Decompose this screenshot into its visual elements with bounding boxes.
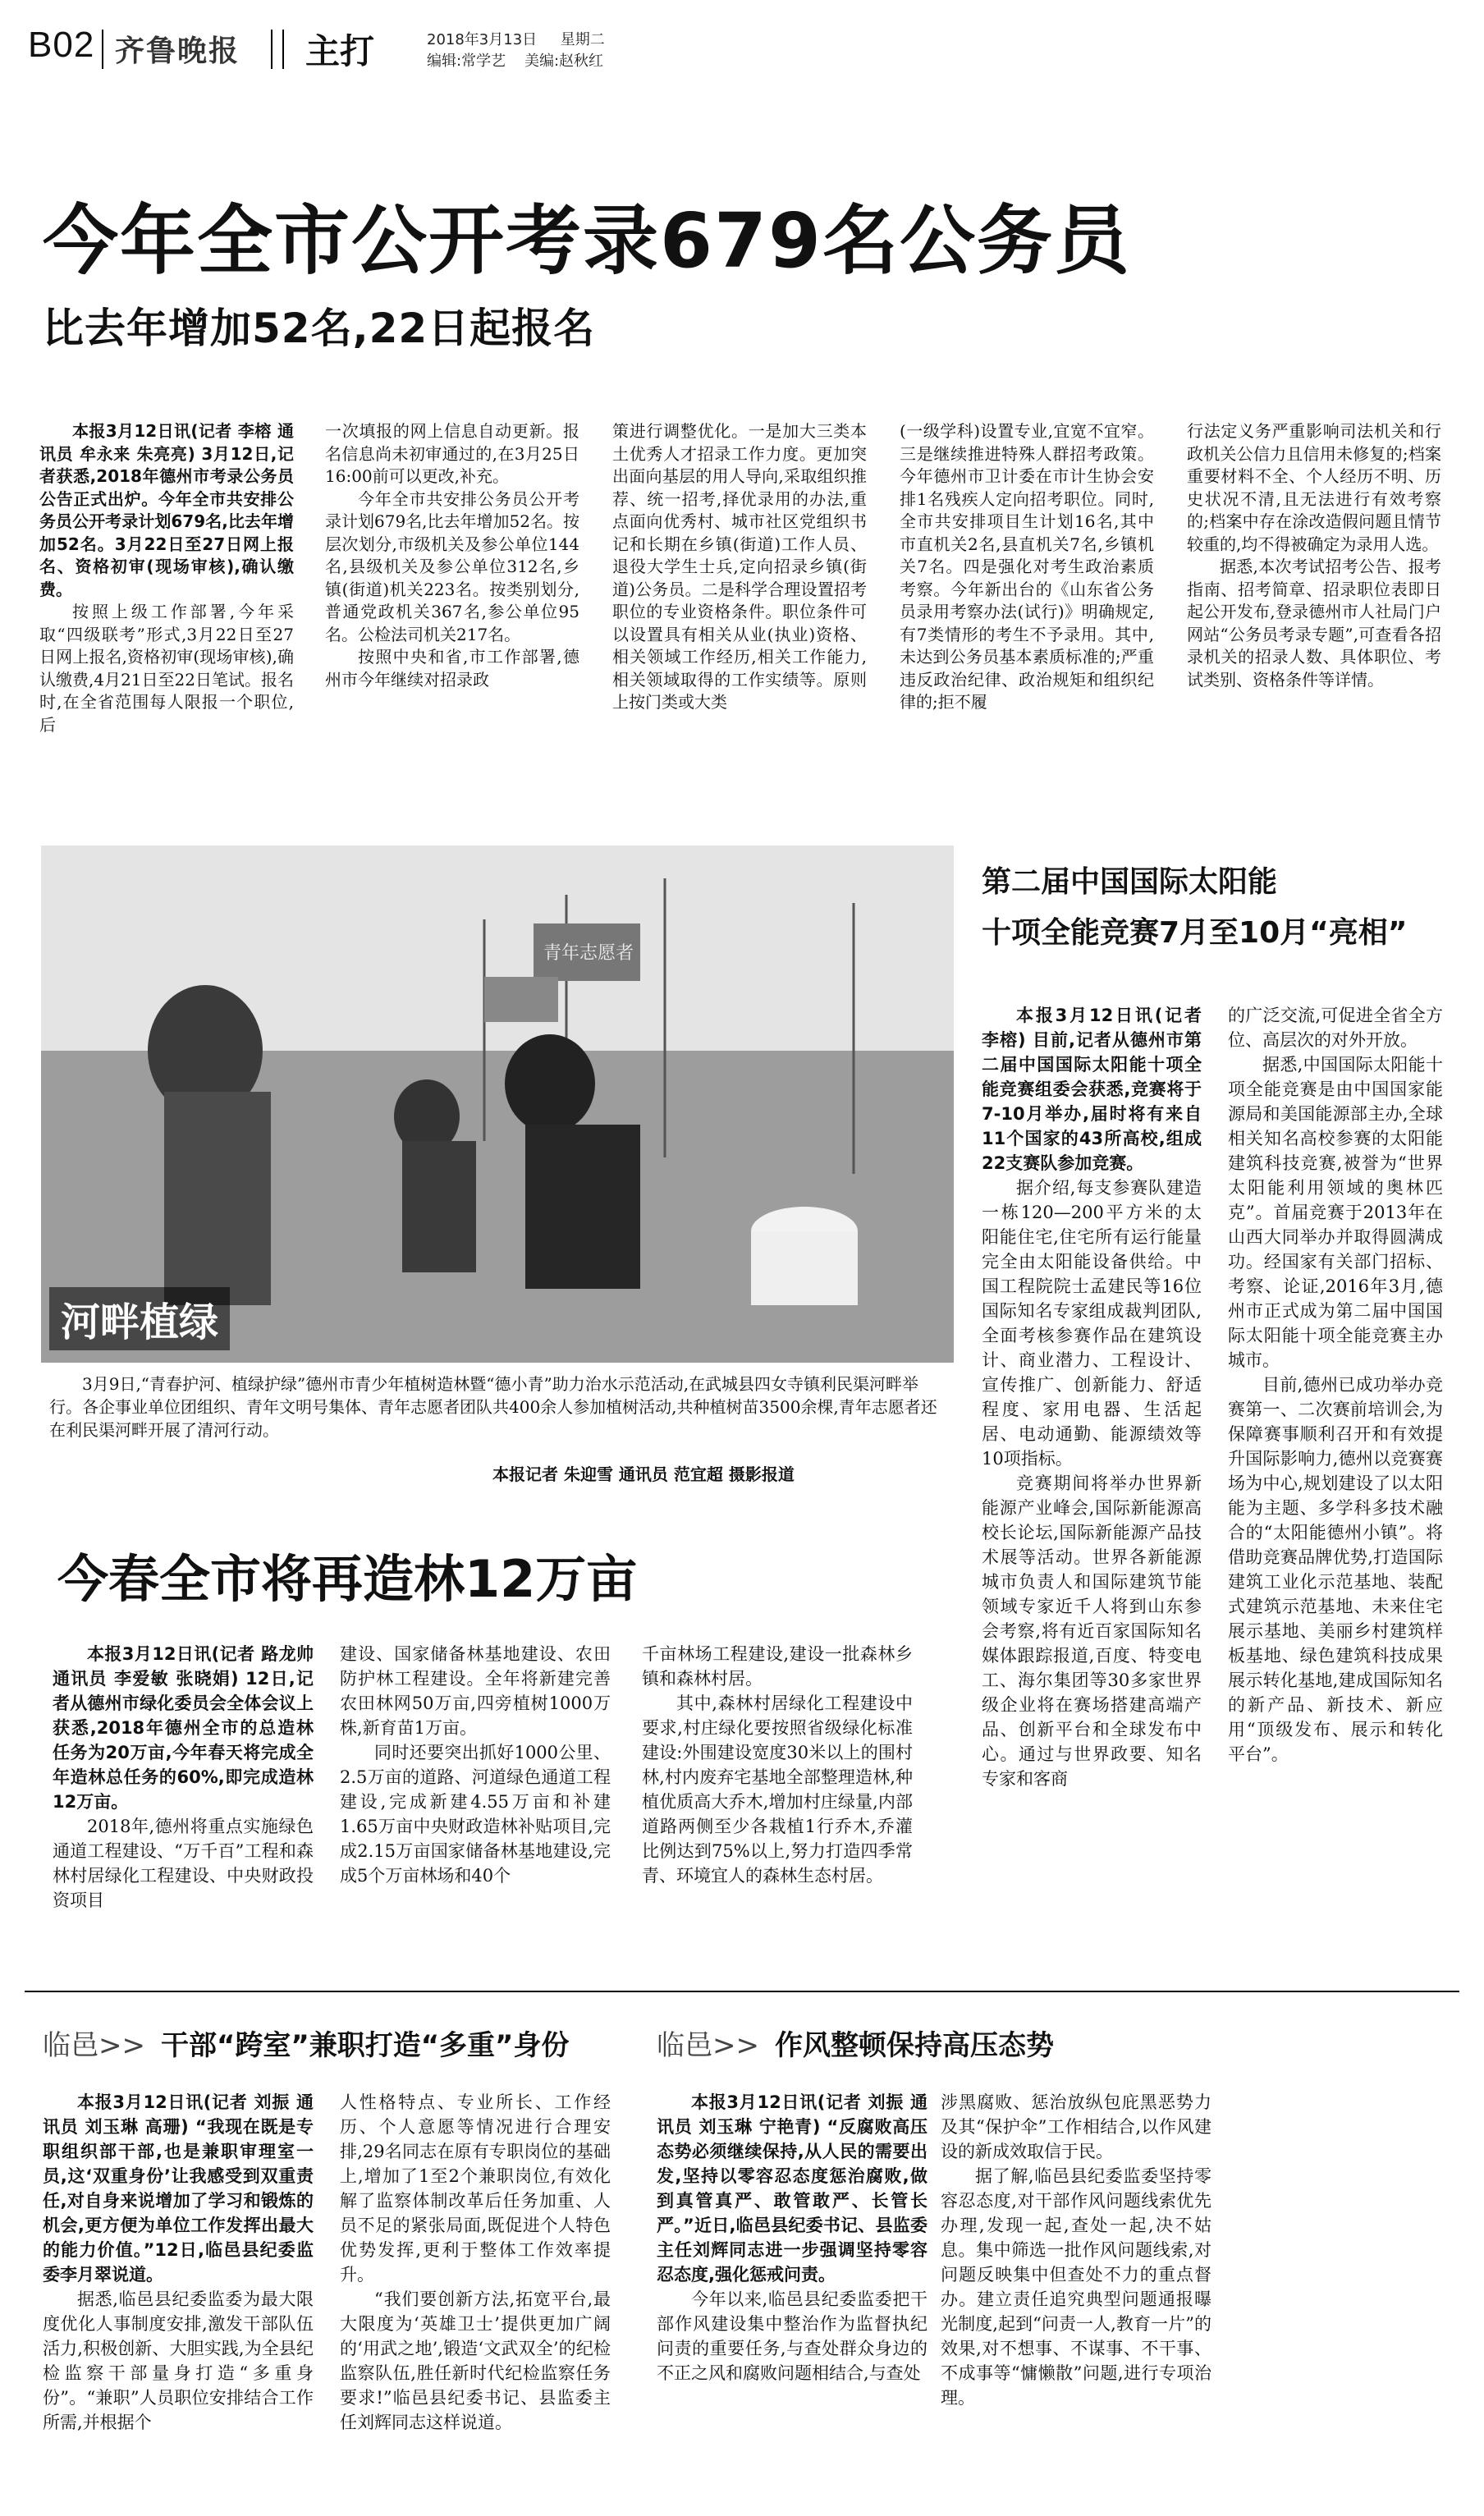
bottom-left-title: 干部“跨室”兼职打造“多重”身份 [161, 2029, 570, 2062]
bottom-right-paragraph [657, 2090, 928, 2287]
bottom-right-col-2 [941, 2090, 1211, 2500]
lead-paragraph: 据悉,本次考试招考公告、报考指南、招考简章、招录职位表即日起公开发布,登录德州市人社局门户网站“公务员考录专题”,可查看各招录机关的招录人数、具体职位、考试类别、资格条件等详情。 [1187, 557, 1441, 690]
solar-col-1 [982, 1003, 1202, 1886]
header-divider [282, 30, 284, 69]
header-editors [427, 49, 603, 71]
page-number: B02 [28, 25, 95, 65]
photo-overlay-title: 河畔植绿 [49, 1287, 230, 1350]
lead-paragraph: 按照中央和省,市工作部署,德州市今年继续对招录政 [325, 647, 579, 690]
lead-paragraph: 今年全市共安排公务员公开考录计划679名,比去年增加52名。按层次划分,市级机关及参公单位144名,县级机关及参公单位312名,乡镇(街道)机关223名。按类别划分,普通党政机关367名,参公单位95名。公检法司机关217名。 [325, 488, 579, 644]
dateline: 本报3月12日讯(记者 李榕 通讯员 牟永来 朱亮亮) 3月12日,记者获悉,2018年德州市考录公务员公告正式出炉。今年全市共安排公务员公开考录计划679名,比去年增加52名。3月22日至27日网上报名、资格初审(现场审核),确认缴费。 [39, 421, 294, 599]
lead-paragraph [39, 420, 294, 601]
photo-caption: 3月9日,“青春护河、植绿护绿”德州市青少年植树造林暨“德小青”助力治水示范活动,在武城县四女寺镇利民渠河畔举行。各企事业单位团组织、青年文明号集体、青年志愿者团队共400余人参加植树活动,共种植树苗3500余棵,青年志愿者还在利民渠河畔开展了清河行动。 [49, 1374, 937, 1440]
bottom-right-paragraph: 据了解,临邑县纪委监委坚持零容忍态度,对干部作风问题线索优先办理,发现一起,查处一起,决不姑息。集中筛选一批作风问题线索,对问题反映集中但查处不力的重点督办。建立责任追究典型问题通报曝光制度,起到“问责一人,教育一片”的效果,对不想事、不谋事、不干事、不成事等“慵懒散”问题,进行专项治理。 [941, 2166, 1211, 2408]
dateline: 本报3月12日讯(记者 刘振 通讯员 刘玉琳 宁艳青) “反腐败高压态势必须继续保持,从人民的需要出发,坚持以零容忍态度惩治腐败,做到真管真严、敢管敢严、长管长严。”近日,临邑县纪委书记、县监委主任刘辉同志进一步强调坚持零容忍态度,强化惩戒问责。 [657, 2092, 928, 2285]
solar-col-2 [1228, 1003, 1443, 1988]
lead-col-2 [325, 420, 579, 798]
photo-credit: 本报记者 朱迎雪 通讯员 范宜超 摄影报道 [492, 1464, 795, 1484]
dateline: 本报3月12日讯(记者 刘振 通讯员 刘玉琳 高珊) “我现在既是专职组织部干部,也是兼职审理室一员,这‘双重身份’让我感受到双重责任,对自身来说增加了学习和锻炼的机会,更方便为单位工作发挥出最大的能力价值。”12日,临邑县纪委监委李月翠说道。 [43, 2092, 314, 2285]
header-divider [271, 30, 273, 69]
lead-col-4 [900, 420, 1154, 798]
forest-paragraph: 其中,森林村居绿化工程建设中要求,村庄绿化要按照省级绿化标准建设:外围建设宽度30米以上的围村林,村内废弃宅基地全部整理造林,种植优质高大乔木,增加村庄绿量,内部道路两侧至少各栽植1行乔木,乔灌比例达到75%以上,努力打造四季常青、环境宜人的森林生态村居。 [642, 1693, 913, 1886]
bottom-left-paragraph: 据悉,临邑县纪委监委为最大限度优化人事制度安排,激发干部队伍活力,积极创新、大胆实践,为全县纪检监察干部量身打造“多重身份”。“兼职”人员职位安排结合工作所需,并根据个 [43, 2289, 314, 2432]
bottom-left-paragraph: 人性格特点、专业所长、工作经历、个人意愿等情况进行合理安排,29名同志在原有专职岗位的基础上,增加了1至2个兼职岗位,有效化解了监察体制改革后任务加重、人员不足的紧张局面,既促进个人特色优势发挥,更利于整体工作效率提升。 [340, 2092, 611, 2285]
dateline: 本报3月12日讯(记者 李榕) 目前,记者从德州市第二届中国国际太阳能十项全能竞赛组委会获悉,竞赛将于7-10月举办,届时将有来自11个国家的43所高校,组成22支赛队参加竞赛。 [982, 1006, 1202, 1173]
bottom-right-col-1 [657, 2090, 928, 2500]
editor: 编辑:常学艺 [427, 53, 506, 70]
forest-col-2 [340, 1642, 611, 1896]
forest-col-1 [53, 1642, 314, 1910]
lead-paragraph: (一级学科)设置专业,宜宽不宜窄。三是继续推进特殊人群招考政策。今年德州市卫计委在市计生协会安排1名残疾人定向招考职位。同时,全市共安排项目生计划16名,其中市直机关2名,县直机关7名,乡镇机关7名。四是强化对考生政治素质考察。今年新出台的《山东省公务员录用考察办法(试行)》明确规定,有7类情形的考生不予录用。其中,未达到公务员基本素质标准的;严重违反政治纪律、政治规矩和组织纪律的;拒不履 [900, 421, 1154, 712]
lead-paragraph: 策进行调整优化。一是加大三类本土优秀人才招录工作力度。更加突出面向基层的用人导向,采取组织推荐、统一招考,择优录用的办法,重点面向优秀村、城市社区党组织书记和长期在乡镇(街道)工作人员、退役大学生士兵,定向招录乡镇(街道)公务员。二是科学合理设置招考职位的专业资格条件。职位条件可以设置具有相关从业(执业)资格、相关领域工作经历,相关工作能力,相关领域取得的工作实绩等。原则上按门类或大类 [612, 421, 867, 712]
lead-col-1 [39, 420, 294, 798]
solar-title-line-2: 十项全能竞赛7月至10月“亮相” [982, 916, 1408, 950]
bottom-left-col-1 [43, 2090, 314, 2500]
masthead-logo: 齐鲁晚报 [115, 34, 240, 68]
lead-col-3 [612, 420, 867, 798]
lead-headline: 今年全市公开考录679名公务员 [43, 197, 1132, 285]
dateline: 本报3月12日讯(记者 路龙帅 通讯员 李爱敏 张晓娟) 12日,记者从德州市绿化委员会全体会议上获悉,2018年德州全市的总造林任务为20万亩,今年春天将完成全年造林总任务的60%,即完成造林12万亩。 [53, 1644, 314, 1812]
forest-paragraph: 同时还要突出抓好1000公里、2.5万亩的道路、河道绿色通道工程建设,完成新建4.55万亩和补建1.65万亩中央财政造林补贴项目,完成2.15万亩国家储备林基地建设,完成5个万亩林场和40个 [340, 1743, 611, 1886]
forest-paragraph: 2018年,德州将重点实施绿色通道工程建设、“万千百”工程和森林村居绿化工程建设、中央财政投资项目 [53, 1817, 314, 1910]
art-editor: 美编:赵秋红 [524, 53, 604, 70]
solar-title-line-1: 第二届中国国际太阳能 [982, 865, 1278, 899]
header-date [427, 28, 605, 49]
solar-paragraph [982, 1003, 1202, 1176]
solar-paragraph: 目前,德州已成功举办竞赛第一、二次赛前培训会,为保障赛事顺利召开和有效提升国际影响力,德州以竞赛赛场为中心,规划建设了以太阳能为主题、多学科多技术融合的“太阳能德州小镇”。将借助竞赛品牌优势,打造国际建筑工业化示范基地、装配式建筑示范基地、未来住宅展示基地、美丽乡村建筑样板基地、绿色建筑科技成果展示转化基地,建成国际知名的新产品、新技术、新应用“顶级发布、展示和转化平台”。 [1228, 1375, 1443, 1764]
banner-text: 青年志愿者 [543, 943, 634, 964]
date: 2018年3月13日 [427, 31, 538, 48]
bottom-left-paragraph: “我们要创新方法,拓宽平台,最大限度为‘英雄卫士’提供更加广阔的‘用武之地’,锻造‘文武双全’的纪检监察队伍,胜任新时代纪检监察任务要求!”临邑县纪委书记、县监委主任刘辉同志这样说道。 [340, 2289, 611, 2432]
forest-col-3 [642, 1642, 913, 1896]
forest-paragraph [53, 1642, 314, 1814]
lead-subhead: 比去年增加52名,22日起报名 [43, 305, 596, 352]
bottom-left-paragraph [43, 2090, 314, 2287]
photo-illustration [41, 846, 954, 1363]
lead-paragraph: 一次填报的网上信息自动更新。报名信息尚未初审通过的,在3月25日16:00前可以更改,补充。 [325, 421, 579, 486]
solar-paragraph: 据悉,中国国际太阳能十项全能竞赛是由中国国家能源局和美国能源部主办,全球相关知名高校参赛的太阳能建筑科技竞赛,被誉为“世界太阳能利用领域的奥林匹克”。首届竞赛于2013年在山西大同举办并取得圆满成功。经国家有关部门招标、考察、论证,2016年3月,德州市正式成为第二届中国国际太阳能十项全能竞赛主办城市。 [1228, 1055, 1443, 1370]
bottom-right-tag: 临邑>> [657, 2029, 759, 2062]
header-divider [102, 30, 103, 69]
bottom-right-title: 作风整顿保持高压态势 [775, 2029, 1054, 2062]
section-divider [25, 1991, 1459, 1992]
solar-paragraph: 的广泛交流,可促进全省全方位、高层次的对外开放。 [1228, 1006, 1443, 1050]
bottom-right-paragraph: 涉黑腐败、惩治放纵包庇黑恶势力及其“保护伞”工作相结合,以作风建设的新成效取信于民。 [941, 2092, 1211, 2161]
tree-planting-photo [41, 846, 954, 1363]
forest-headline: 今春全市将再造林12万亩 [57, 1549, 638, 1609]
solar-paragraph: 竞赛期间将举办世界新能源产业峰会,国际新能源高校长论坛,国际新能源产品技术展等活动。世界各新能源城市负责人和国际建筑节能领域专家近千人将到山东参会考察,将有近百家国际知名媒体跟踪报道,百度、特变电工、海尔集团等30多家世界级企业将在赛场搭建高端产品、创新平台和全球发布中心。通过与世界政要、知名专家和客商 [982, 1473, 1202, 1789]
section-title: 主打 [305, 31, 375, 71]
lead-paragraph: 行法定义务严重影响司法机关和行政机关公信力且信用未修复的;档案重要材料不全、个人经历不明、历史状况不清,且无法进行有效考察的;档案中存在涂改造假问题且情节较重的,均不得被确定为录用人选。 [1187, 421, 1441, 554]
bottom-left-tag: 临邑>> [43, 2029, 145, 2062]
bottom-left-col-2 [340, 2090, 611, 2500]
weekday: 星期二 [560, 31, 605, 48]
forest-paragraph: 建设、国家储备林基地建设、农田防护林工程建设。全年将新建完善农田林网50万亩,四旁植树1000万株,新育苗1万亩。 [340, 1644, 611, 1738]
forest-paragraph: 千亩林场工程建设,建设一批森林乡镇和森林村居。 [642, 1644, 913, 1689]
lead-paragraph: 按照上级工作部署,今年采取“四级联考”形式,3月22日至27日网上报名,资格初审(现场审核),确认缴费,4月21日至22日笔试。报名时,在全省范围每人限报一个职位,后 [39, 602, 294, 735]
bottom-right-paragraph: 今年以来,临邑县纪委监委把干部作风建设集中整治作为监督执纪问责的重要任务,与查处群众身边的不正之风和腐败问题相结合,与查处 [657, 2289, 928, 2383]
solar-paragraph: 据介绍,每支参赛队建造一栋120—200平方米的太阳能住宅,住宅所有运行能量完全由太阳能设备供给。中国工程院院士孟建民等16位国际知名专家组成裁判团队,全面考核参赛作品在建筑设计、商业潜力、工程设计、宣传推广、创新能力、舒适程度、家用电器、生活起居、电动通勤、能源绩效等10项指标。 [982, 1178, 1202, 1469]
lead-col-5 [1187, 420, 1441, 798]
